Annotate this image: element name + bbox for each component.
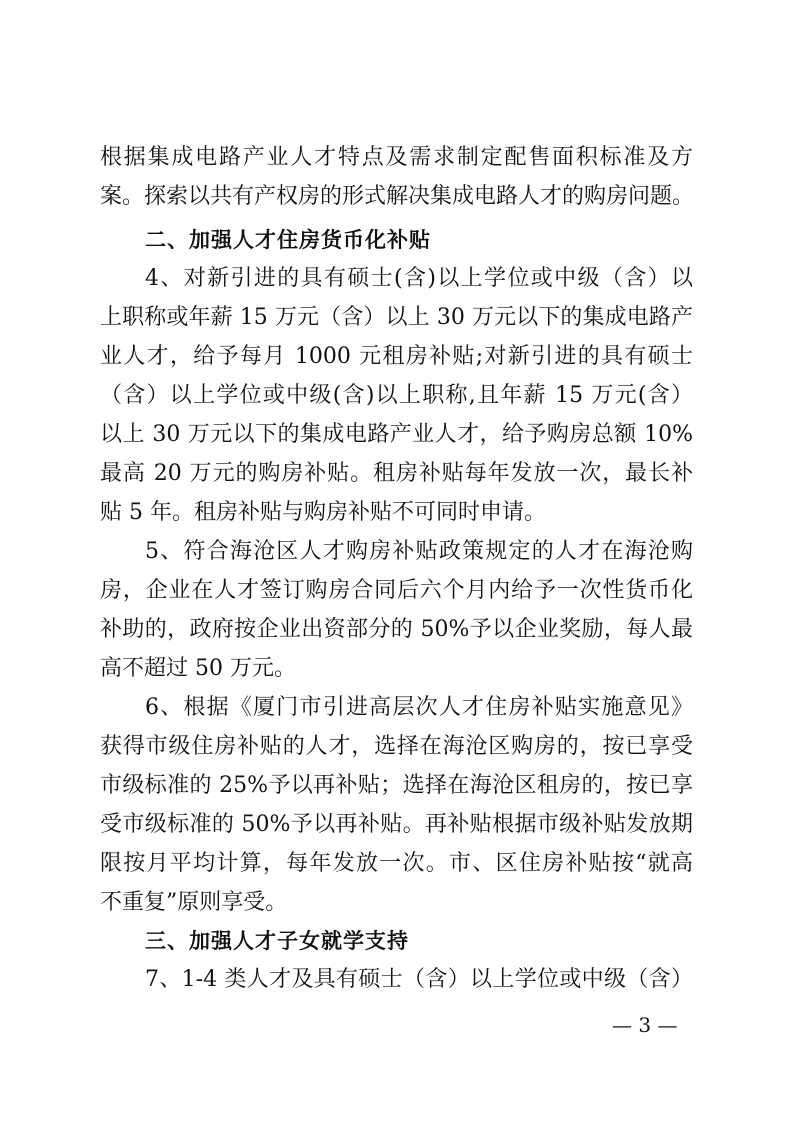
body-line: 房，企业在人才签订购房合同后六个月内给予一次性货币化 bbox=[100, 578, 693, 603]
body-line: 补助的，政府按企业出资部分的 50%予以企业奖励，每人最 bbox=[100, 617, 693, 642]
body-line: 受市级标准的 50%予以再补贴。再补贴根据市级补贴发放期 bbox=[100, 812, 693, 837]
body-line: 案。探索以共有产权房的形式解决集成电路人才的购房问题。 bbox=[100, 184, 695, 209]
section-heading: 三、加强人才子女就学支持 bbox=[145, 929, 409, 953]
body-line: 获得市级住房补贴的人才，选择在海沧区购房的，按已享受 bbox=[100, 734, 693, 759]
body-line: 以上 30 万元以下的集成电路产业人才，给予购房总额 10% bbox=[100, 422, 693, 447]
body-line: 5、符合海沧区人才购房补贴政策规定的人才在海沧购 bbox=[145, 539, 693, 564]
page-number: — 3 — bbox=[612, 1013, 678, 1037]
body-line: 上职称或年薪 15 万元（含）以上 30 万元以下的集成电路产 bbox=[100, 305, 693, 330]
body-line: 根据集成电路产业人才特点及需求制定配售面积标准及方 bbox=[100, 145, 693, 170]
body-line: 业人才，给予每月 1000 元租房补贴;对新引进的具有硕士 bbox=[100, 344, 693, 369]
body-line: 市级标准的 25%予以再补贴；选择在海沧区租房的，按已享 bbox=[100, 773, 693, 798]
body-line: 贴 5 年。租房补贴与购房补贴不可同时申请。 bbox=[100, 500, 546, 525]
body-line: 最高 20 万元的购房补贴。租房补贴每年发放一次，最长补 bbox=[100, 461, 693, 486]
body-line: 限按月平均计算，每年发放一次。市、区住房补贴按“就高 bbox=[100, 851, 693, 876]
section-heading: 二、加强人才住房货币化补贴 bbox=[145, 228, 431, 252]
body-line: 不重复”原则享受。 bbox=[100, 890, 288, 915]
body-line: 6、根据《厦门市引进高层次人才住房补贴实施意见》 bbox=[145, 695, 693, 720]
body-line: 4、对新引进的具有硕士(含)以上学位或中级（含）以 bbox=[145, 266, 693, 291]
body-line: 高不超过 50 万元。 bbox=[100, 656, 296, 681]
body-line: 7、1-4 类人才及具有硕士（含）以上学位或中级（含） bbox=[145, 967, 693, 992]
body-line: （含）以上学位或中级(含)以上职称,且年薪 15 万元(含） bbox=[100, 383, 693, 408]
